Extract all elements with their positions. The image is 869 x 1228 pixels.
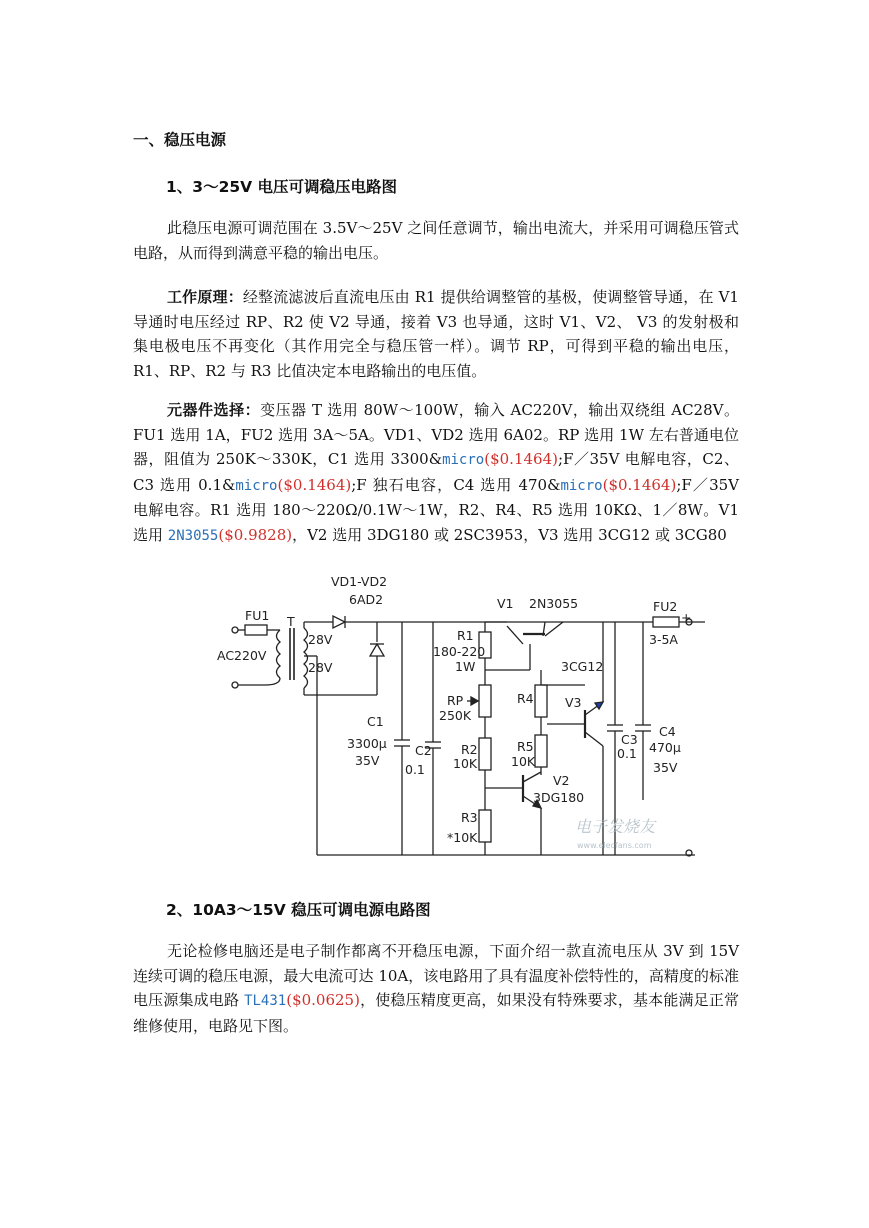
watermark-url: www.elecfans.com xyxy=(577,841,652,850)
transistor-v1 xyxy=(507,626,523,644)
micro-link-3[interactable]: micro xyxy=(560,477,603,494)
label-rp-val: 250K xyxy=(439,708,472,723)
label-t: T xyxy=(287,614,295,629)
watermark-text: 电子发烧友 xyxy=(575,817,656,836)
label-r1-val: 180-220 xyxy=(433,644,486,659)
label-rp: RP xyxy=(447,693,464,708)
transformer-primary xyxy=(277,630,281,678)
label-plus: + xyxy=(681,610,692,625)
micro-price-2: ($0.1464) xyxy=(277,475,352,494)
intro-text: 此稳压电源可调范围在 3.5V～25V 之间任意调节，输出电流大，并采用可调稳压管式电路，从而得到满意平稳的输出电压。 xyxy=(133,219,739,262)
input-terminal-bottom xyxy=(232,682,238,688)
label-c2-val: 0.1 xyxy=(405,762,425,777)
input-terminal-top xyxy=(232,627,238,633)
label-c1: C1 xyxy=(367,714,384,729)
transformer-secondary xyxy=(304,628,308,688)
tl431-price: ($0.0625) xyxy=(286,991,360,1009)
resistor-r3 xyxy=(479,810,491,842)
regulator-circuit-diagram xyxy=(205,560,705,860)
parts-text-3: ;F 独石电容，C4 选用 470& xyxy=(351,475,561,494)
label-c4-v: 35V xyxy=(653,760,678,775)
label-c4-val: 470μ xyxy=(649,740,681,755)
label-c4: C4 xyxy=(659,724,676,739)
label-ac: AC220V xyxy=(217,648,267,663)
resistor-r4 xyxy=(535,685,547,717)
parts-text-5: ，V2 选用 3DG180 或 2SC3953，V3 选用 3CG12 或 3CG80 xyxy=(292,525,727,544)
second-text-1: 无论检修电脑还是电子制作都离不开稳压电源，下面介绍一款直流电压从 3V 到 15V 连续可调的稳压电源，最大电流可达 10A，该电路用了具有温度补偿特性的，高精度的标准电压源集成电路 xyxy=(133,942,739,1009)
label-r1-w: 1W xyxy=(455,659,476,674)
label-r5-val: 10K xyxy=(511,754,536,769)
label-c2: C2 xyxy=(415,743,432,758)
label-v1: V1 xyxy=(497,596,514,611)
label-v3-part: 3CG12 xyxy=(561,659,604,674)
subsection-title-1: 1、3～25V 电压可调稳压电路图 xyxy=(166,178,398,196)
label-r3-val: *10K xyxy=(447,830,478,845)
label-c3-val: 0.1 xyxy=(617,746,637,761)
principle-text: 经整流滤波后直流电压由 R1 提供给调整管的基极，使调整管导通，在 V1 导通时电压经过 RP、R2 使 V2 导通，接着 V3 也导通，这时 V1、V2、 V3 的发射极和集电极电压不再变化（其作用完全与稳压管一样）。调节 RP，可得到平稳的输出电压，R1、RP、R2 与 R3 比值决定本电路输出的电压值。 xyxy=(133,288,739,380)
label-r1: R1 xyxy=(457,628,474,643)
label-r5: R5 xyxy=(517,739,534,754)
diode-vd1 xyxy=(333,616,345,628)
label-v2: V2 xyxy=(553,773,570,788)
tl431-link[interactable]: TL431 xyxy=(244,993,287,1009)
potentiometer-rp xyxy=(479,685,491,717)
micro-link-1[interactable]: micro xyxy=(442,452,485,468)
intro-paragraph xyxy=(133,216,739,265)
label-v1-part: 2N3055 xyxy=(529,596,579,611)
micro-price-1: ($0.1464) xyxy=(484,450,558,468)
parts-text-1: 变压器 T 选用 80W～100W，输入 AC220V，输出双绕组 AC28V。FU1 选用 1A，FU2 选用 3A～5A。VD1、VD2 选用 6A02。RP 选用 1W 左右普通电位器，阻值为 250K～330K，C1 选用 3300& xyxy=(133,401,739,468)
resistor-r5 xyxy=(535,735,547,767)
parts-label: 元器件选择： xyxy=(167,401,261,419)
label-c1-val: 3300μ xyxy=(347,736,387,751)
label-fu1: FU1 xyxy=(245,608,270,623)
label-fu2: FU2 xyxy=(653,599,678,614)
parts-paragraph xyxy=(133,398,739,548)
parts-text-2: ;F／35V 电解电容，C2、C3 选用 0.1& xyxy=(133,450,739,494)
label-r2-val: 10K xyxy=(453,756,478,771)
section-title: 一、稳压电源 xyxy=(133,131,227,149)
diode-vd2 xyxy=(370,644,384,656)
2n3055-link[interactable]: 2N3055 xyxy=(167,527,219,544)
resistor-r2 xyxy=(479,738,491,770)
label-vd: VD1-VD2 xyxy=(331,574,388,589)
label-r3: R3 xyxy=(461,810,478,825)
label-c1-v: 35V xyxy=(355,753,380,768)
label-r4: R4 xyxy=(517,691,534,706)
fuse-fu2 xyxy=(653,617,679,627)
subsection-title-2: 2、10A3～15V 稳压可调电源电路图 xyxy=(166,901,431,919)
label-r2: R2 xyxy=(461,742,478,757)
second-paragraph xyxy=(133,939,739,1038)
label-v2-part: 3DG180 xyxy=(533,790,585,805)
label-sec2: 28V xyxy=(308,660,333,675)
parts-text-4: ;F／35V 电解电容。R1 选用 180～220Ω/0.1W～1W，R2、R4、R5 选用 10KΩ、1／8W。V1 选用 xyxy=(133,475,739,544)
label-v3: V3 xyxy=(565,695,582,710)
2n3055-price: ($0.9828) xyxy=(218,525,293,544)
label-vd-part: 6AD2 xyxy=(349,592,384,607)
second-text-2: ，使稳压精度更高，如果没有特殊要求，基本能满足正常维修使用，电路见下图。 xyxy=(133,991,739,1035)
label-fu2-val: 3-5A xyxy=(649,632,678,647)
principle-paragraph xyxy=(133,285,739,383)
label-c3: C3 xyxy=(621,732,638,747)
micro-price-3: ($0.1464) xyxy=(602,475,677,494)
principle-label: 工作原理： xyxy=(167,288,243,306)
micro-link-2[interactable]: micro xyxy=(235,477,278,494)
label-sec1: 28V xyxy=(308,632,333,647)
fuse-fu1 xyxy=(245,625,267,635)
